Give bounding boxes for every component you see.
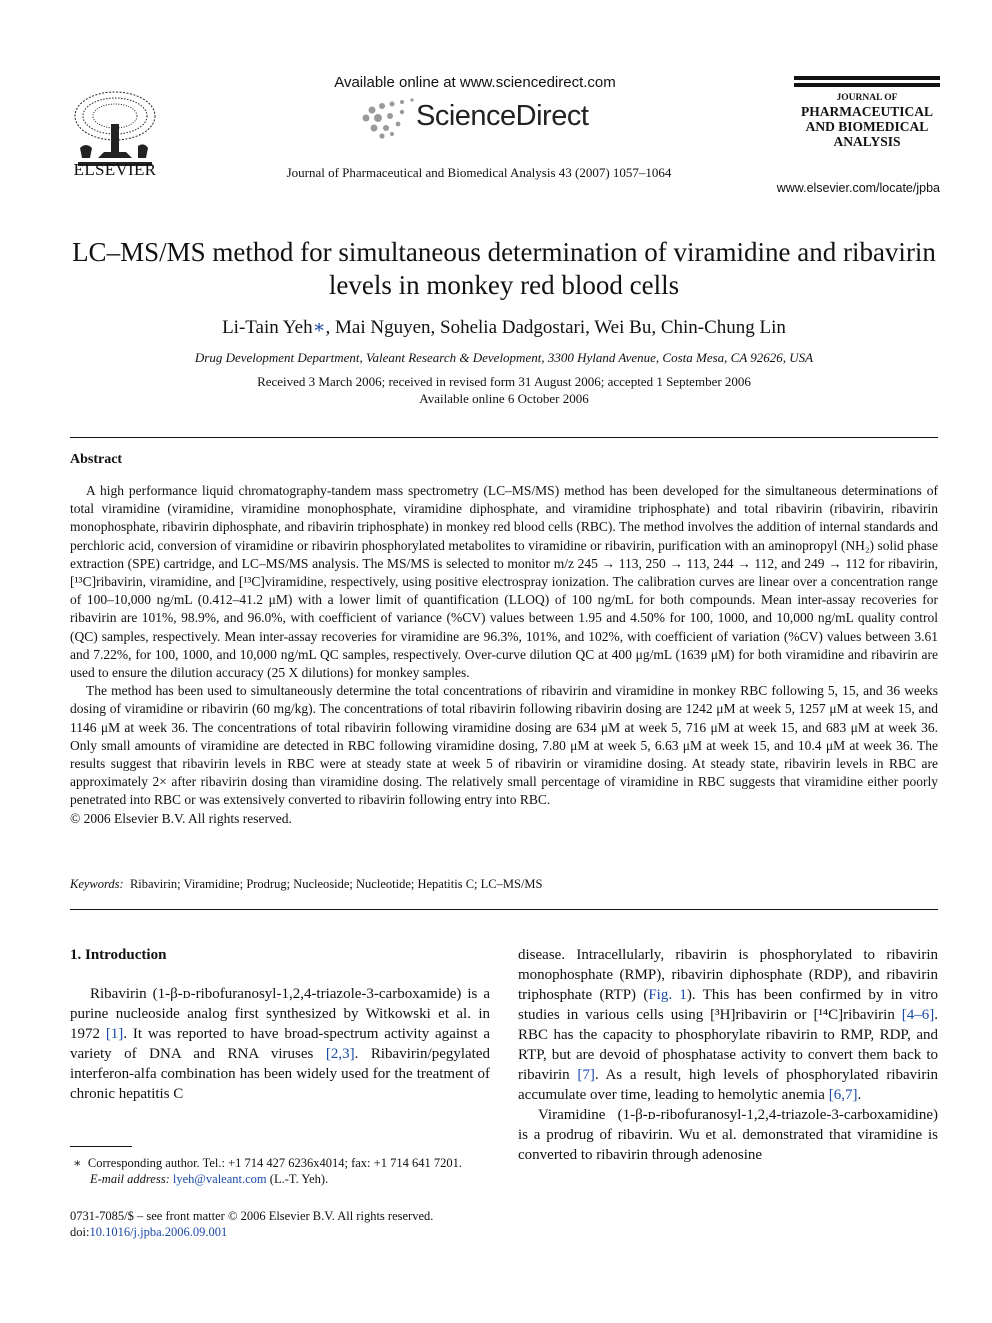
- email-label: E-mail address:: [90, 1172, 170, 1186]
- text-run: Ribavirin (1-β-ᴅ-ribofuranosyl-1,2,4-triazole-3-carboxamide) is a purine nucleoside analog first synthesized by Witkowski et al. in 1972: [70, 986, 490, 1042]
- article-title: LC–MS/MS method for simultaneous determination of viramidine and ribavirin levels in monkey red blood cells: [72, 237, 936, 300]
- affiliation: Drug Development Department, Valeant Research & Development, 3300 Hyland Avenue, Costa Mesa, CA 92626, USA: [194, 350, 814, 365]
- doi-label: doi:: [70, 1225, 90, 1239]
- divider: [70, 909, 938, 910]
- journal-masthead: [794, 76, 940, 149]
- other-authors: , Mai Nguyen, Sohelia Dadgostari, Wei Bu, Chin-Chung Lin: [325, 317, 786, 338]
- footnote-email-line: [70, 1171, 490, 1187]
- front-matter: [70, 1208, 490, 1240]
- text-run: disease. Intracellularly, ribavirin is phosphorylated to ribavirin monophosphate (RMP), ribavirin diphosphate (RDP), and ribavirin triphosphate (RTP) (: [518, 947, 938, 1003]
- abstract-paragraph: The method has been used to simultaneously determine the total concentrations of ribavirin and viramidine in monkey RBC following 5, 15, and 36 weeks dosing of viramidine or ribavirin (60 mg/kg). The concentrations of total ribavirin following ribavirin dosing are 1242 μM at week 5, 1257 μM at week 15, and 1146 μM at week 36. The concentrations of total ribavirin following viramidine dosing are 634 μM at week 5, 716 μM at week 15, and 683 μM at week 36. Only small amounts of viramidine are detected in RBC following viramidine dosing, 7.80 μM at week 5, 6.63 μM at week 15, and 10.4 μM at week 36. The results suggest that ribavirin levels in RBC were at steady state at week 5 of ribavirin or viramidine dosing. At steady state, ribavirin levels in RBC are approximately 2× after ribavirin dosing than viramidine dosing. The relatively small percentage of viramidine in RBC suggests that viramidine either poorly penetrated into RBC or was extensively converted to ribavirin following entry into RBC.: [70, 683, 938, 808]
- figure-link[interactable]: Fig. 1: [648, 987, 687, 1003]
- reference-link[interactable]: [2,3]: [325, 1046, 355, 1062]
- footnote-line: [70, 1155, 490, 1171]
- sciencedirect-wordmark: ScienceDirect: [416, 100, 589, 132]
- text-run: .: [857, 1087, 862, 1103]
- masthead-rule: [794, 76, 940, 80]
- doi-line: [70, 1224, 490, 1240]
- left-column: [70, 945, 490, 1104]
- footnote-rule: [70, 1146, 132, 1147]
- right-column: [518, 945, 938, 1165]
- journal-title-small: JOURNAL OF: [836, 93, 898, 103]
- intro-paragraph: [70, 984, 490, 1104]
- section-heading: 1. Introduction: [70, 947, 167, 963]
- text-run: . Ribavirin/pegylated interferon-alfa combination has been widely used for the treatment of chronic hepatitis C: [70, 1046, 491, 1102]
- reference-link[interactable]: [7]: [577, 1067, 595, 1083]
- received-dates: Received 3 March 2006; received in revised form 31 August 2006; accepted 1 September 2006: [257, 374, 751, 389]
- journal-title: [794, 93, 940, 149]
- reference-link[interactable]: [1]: [105, 1026, 124, 1042]
- intro-paragraph: [518, 945, 938, 1105]
- text-run: . RBC has the capacity to phosphorylate ribavirin to RMP, RDP, and RTP, but are devoid of phosphatase activity to convert them back to ribavirin: [518, 1007, 938, 1083]
- keywords-label: Keywords:: [70, 877, 124, 891]
- footnote-text: Corresponding author. Tel.: +1 714 427 6236x4014; fax: +1 714 641 7201.: [87, 1156, 462, 1170]
- intro-paragraph: Viramidine (1-β-ᴅ-ribofuranosyl-1,2,4-triazole-3-carboxamidine) is a prodrug of ribavirin. Wu et al. demonstrated that viramidine is converted to ribavirin through adenosine: [518, 1107, 938, 1163]
- publisher-name: ELSEVIER: [73, 160, 157, 179]
- keywords: [70, 877, 938, 892]
- journal-url-link[interactable]: www.elsevier.com/locate/jpba: [776, 181, 940, 195]
- abstract-body: [70, 482, 938, 828]
- issn-line: 0731-7085/$ – see front matter © 2006 Elsevier B.V. All rights reserved.: [70, 1209, 434, 1223]
- article-history: [70, 373, 938, 407]
- abstract-paragraph: A high performance liquid chromatography-tandem mass spectrometry (LC–MS/MS) method has been developed for the simultaneous determinations of total viramidine (viramidine, viramidine monophosphate, viramidine diphosphate, and viramidine triphosphate) and total ribavirin (ribavirin, ribavirin monophosphate, ribavirin diphosphate, and ribavirin triphosphate) in monkey red blood cells (RBC). The method involves the addition of internal standards and perchloric acid, conversion of viramidine or ribavirin phosphorylated metabolites to viramidine or ribavirin, purification with an aminopropyl (NH₂) solid phase extraction (SPE) cartridge, and LC–MS/MS analysis. The MS/MS is selected to monitor m/z 245 → 113, 250 → 113, 244 → 112, and 249 → 112 for ribavirin, [¹³C]ribavirin, viramidine, and [¹³C]viramidine, respectively, using positive electrospray ionization. The calibration curves are linear over a concentration range of 100–10,000 ng/mL (0.412–41.2 μM) with a lower limit of quantification (LLOQ) of 100 ng/mL for both compounds. Mean inter-assay recoveries for ribavirin are 101%, 98.9%, and 96.0%, with coefficient of variance (%CV) values between 1.95 and 4.50% for 100, 1000, and 10,000 ng/mL quality control (QC) samples, respectively. Mean inter-assay recoveries for viramidine are 96.3%, 101%, and 102%, with coefficient of variation (%CV) values between 3.61 and 7.22%, for 100, 1000, and 10,000 ng/mL QC samples, respectively. Over-curve dilution QC at 400 μg/mL (1639 μM) for both viramidine and ribavirin are used to ensure the dilution accuracy (25 X dilutions) for monkey samples.: [70, 483, 938, 681]
- corresponding-author: Li-Tain Yeh: [222, 317, 313, 338]
- email-link[interactable]: lyeh@valeant.com: [172, 1172, 267, 1186]
- copyright: © 2006 Elsevier B.V. All rights reserved.: [70, 810, 292, 826]
- footnote-mark: ∗: [73, 1156, 82, 1170]
- divider: [70, 437, 938, 438]
- author-list: [70, 316, 938, 339]
- footnote: [70, 1155, 490, 1187]
- available-online-date: Available online 6 October 2006: [419, 391, 589, 406]
- abstract-heading: Abstract: [70, 452, 123, 467]
- masthead-rule: [794, 83, 940, 87]
- journal-title-main: PHARMACEUTICAL AND BIOMEDICAL ANALYSIS: [800, 104, 933, 149]
- email-suffix: (L.-T. Yeh).: [269, 1172, 329, 1186]
- text-run: . It was reported to have broad-spectrum activity against a variety of DNA and RNA viruses: [70, 1026, 490, 1062]
- corresponding-author-mark[interactable]: ∗: [312, 317, 326, 338]
- available-online-text: Available online at www.sciencedirect.com: [334, 74, 616, 91]
- text-run: ). This has been confirmed by in vitro studies in various cells using [³H]ribavirin or [¹⁴C]ribavirin: [518, 987, 939, 1023]
- keywords-list: Ribavirin; Viramidine; Prodrug; Nucleoside; Nucleotide; Hepatitis C; LC–MS/MS: [129, 877, 543, 891]
- doi-link[interactable]: 10.1016/j.jpba.2006.09.001: [89, 1225, 228, 1239]
- journal-reference: Journal of Pharmaceutical and Biomedical Analysis 43 (2007) 1057–1064: [286, 165, 672, 180]
- text-run: . As a result, high levels of phosphorylated ribavirin accumulate over time, leading to hemolytic anemia: [518, 1067, 938, 1103]
- reference-link[interactable]: [6,7]: [828, 1087, 858, 1103]
- reference-link[interactable]: [4–6]: [901, 1007, 935, 1023]
